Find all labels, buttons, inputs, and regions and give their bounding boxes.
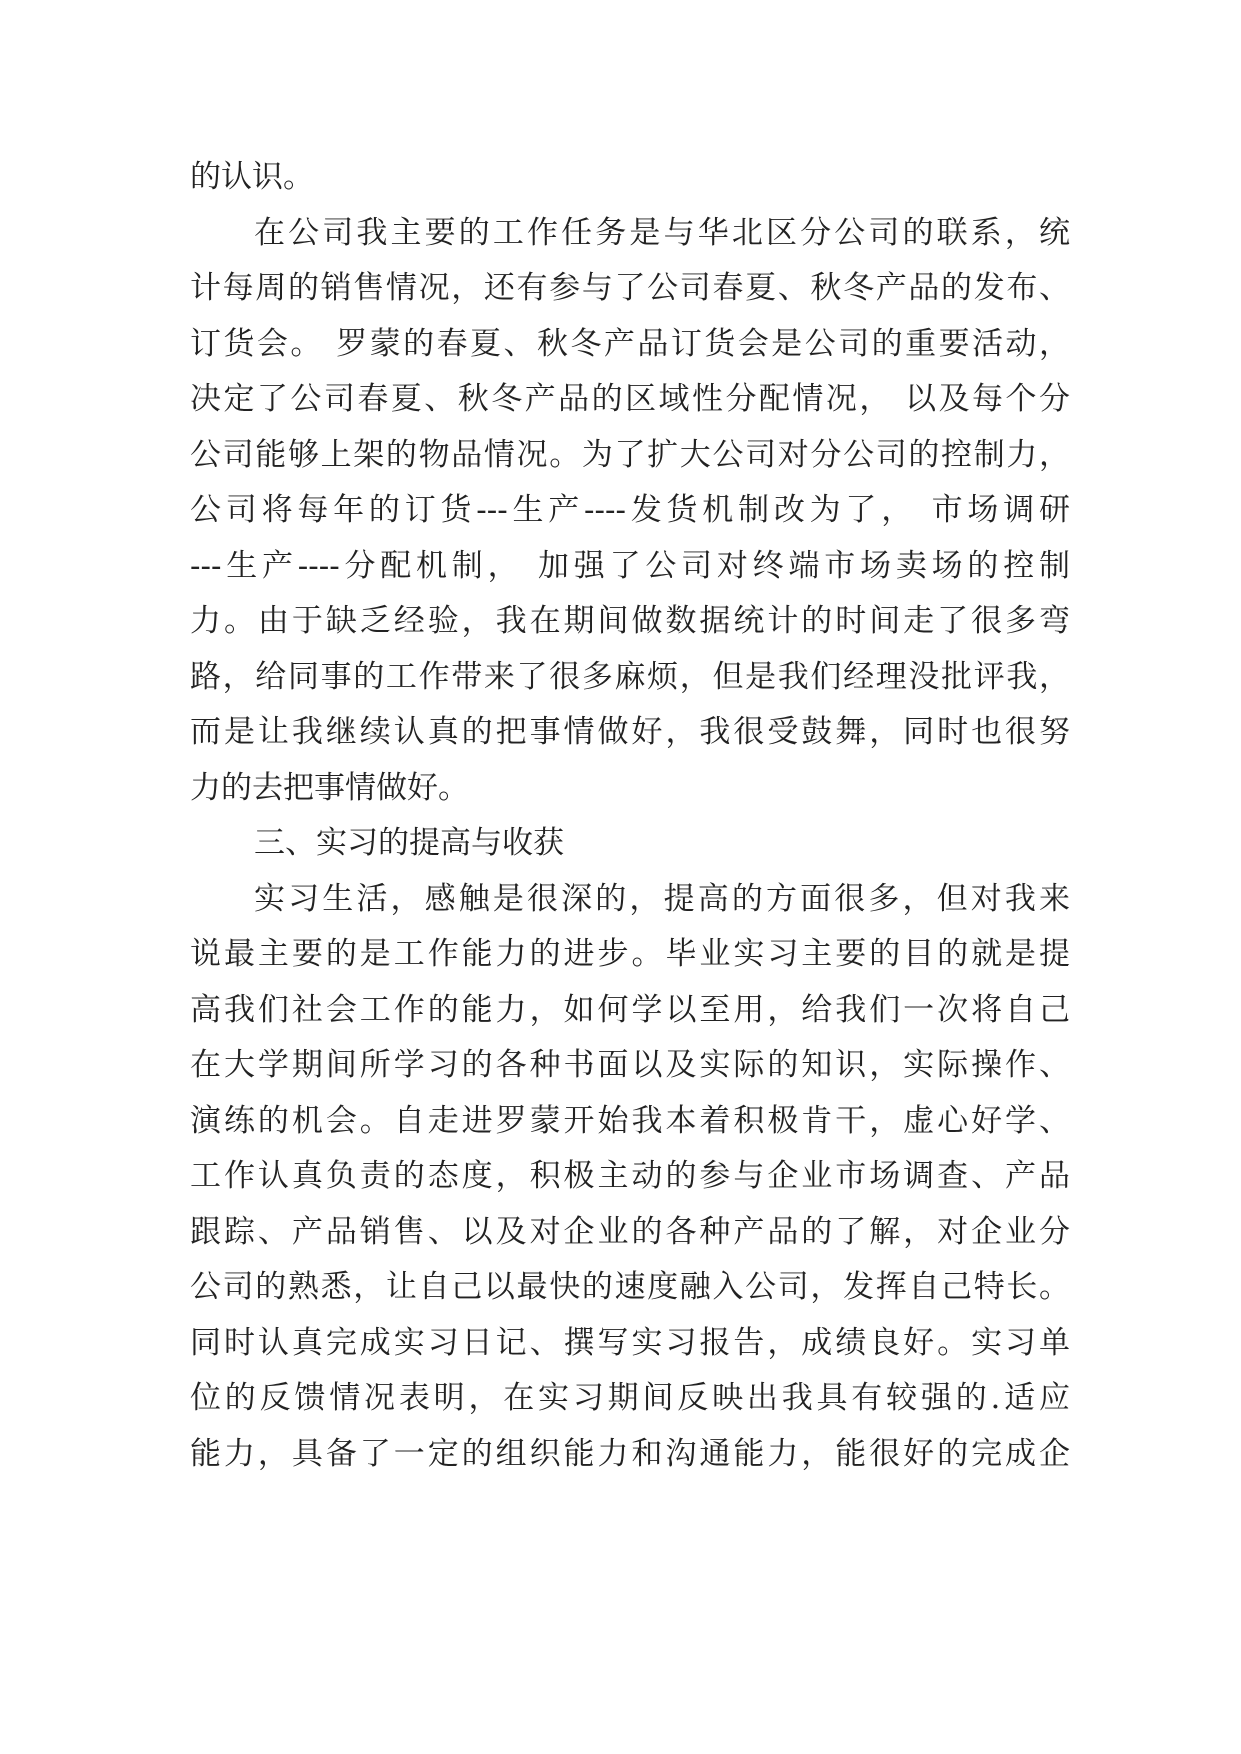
text-line: 能力，具备了一定的组织能力和沟通能力，能很好的完成企 [190, 1435, 1070, 1472]
text-line: 公司能够上架的物品情况。为了扩大公司对分公司的控制力， [190, 436, 1070, 473]
text-line: 而是让我继续认真的把事情做好，我很受鼓舞，同时也很努 [190, 714, 1070, 750]
text-line: ---生产----分配机制， 加强了公司对终端市场卖场的控制 [190, 547, 1070, 584]
text-line: 路，给同事的工作带来了很多麻烦，但是我们经理没批评我， [190, 658, 1070, 695]
text-line: 公司将每年的订货---生产----发货机制改为了， 市场调研 [190, 492, 1070, 528]
text-line: 跟踪、产品销售、以及对企业的各种产品的了解，对企业分 [190, 1213, 1070, 1250]
text-line: 在大学期间所学习的各种书面以及实际的知识，实际操作、 [190, 1047, 1070, 1083]
body-text [190, 150, 1070, 1482]
text-line: 高我们社会工作的能力，如何学以至用，给我们一次将自己 [190, 991, 1070, 1028]
text-line: 订货会。 罗蒙的春夏、秋冬产品订货会是公司的重要活动， [190, 325, 1070, 362]
text-line: 工作认真负责的态度，积极主动的参与企业市场调查、产品 [190, 1158, 1070, 1194]
text-line: 三、实习的提高与收获 [254, 825, 564, 861]
text-line: 计每周的销售情况，还有参与了公司春夏、秋冬产品的发布、 [190, 270, 1070, 306]
text-line: 力。由于缺乏经验，我在期间做数据统计的时间走了很多弯 [190, 603, 1070, 639]
text-line: 同时认真完成实习日记、撰写实习报告，成绩良好。实习单 [190, 1324, 1070, 1361]
text-line: 说最主要的是工作能力的进步。毕业实习主要的目的就是提 [190, 936, 1070, 972]
text-line: 力的去把事情做好。 [190, 769, 469, 806]
text-line: 的认识。 [190, 159, 314, 195]
text-line: 位的反馈情况表明，在实习期间反映出我具有较强的.适应 [190, 1380, 1070, 1416]
text-line: 公司的熟悉，让自己以最快的速度融入公司，发挥自己特长。 [190, 1269, 1070, 1305]
text-line: 实习生活，感触是很深的，提高的方面很多，但对我来 [254, 880, 1070, 917]
text-line: 决定了公司春夏、秋冬产品的区域性分配情况， 以及每个分 [190, 381, 1070, 417]
text-line: 在公司我主要的工作任务是与华北区分公司的联系，统 [254, 214, 1070, 251]
text-line: 演练的机会。自走进罗蒙开始我本着积极肯干，虚心好学、 [190, 1102, 1070, 1139]
